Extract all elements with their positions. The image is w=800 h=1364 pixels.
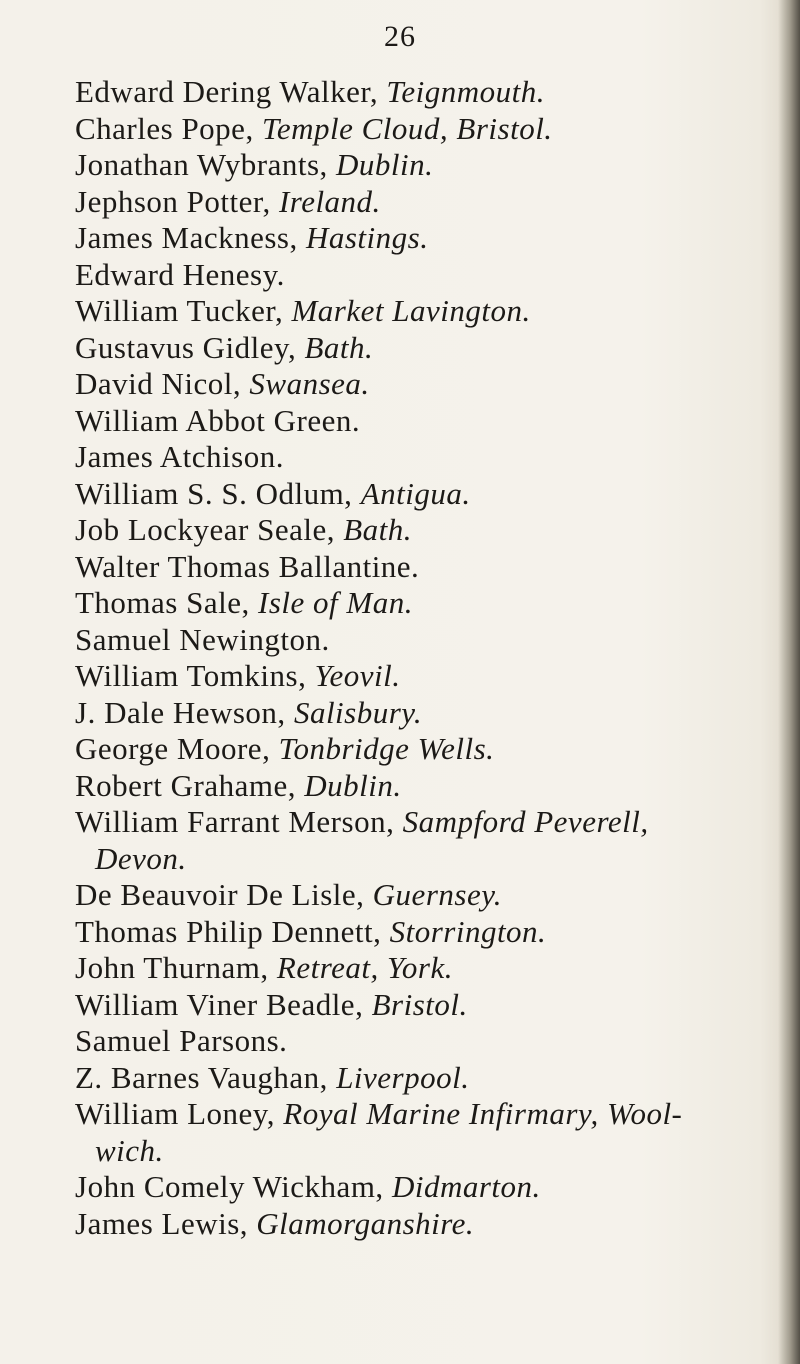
list-item: [75, 731, 795, 768]
entry-place: Bath.: [304, 329, 374, 365]
list-item: [75, 476, 795, 513]
entry-place: Ireland.: [278, 183, 381, 219]
entry-place: Teignmouth.: [386, 74, 545, 109]
entry-place: Guernsey.: [372, 877, 503, 912]
entry-name: Job Lockyear Seale,: [75, 512, 344, 547]
entry-place: Sampford Peverell,: [402, 804, 649, 839]
entry-place: Dublin.: [336, 147, 434, 182]
list-item: [75, 147, 795, 184]
list-item: [75, 1096, 795, 1133]
subscriber-list: [75, 74, 795, 1242]
entry-place: Temple Cloud, Bristol.: [261, 110, 553, 146]
entry-name: Z. Barnes Vaughan,: [75, 1059, 337, 1095]
entry-name: Charles Pope,: [75, 110, 262, 146]
entry-place: Bath.: [343, 512, 413, 547]
list-item: [75, 1206, 795, 1243]
entry-name: William S. S. Odlum,: [75, 475, 361, 511]
list-item-continuation: [75, 841, 795, 878]
list-item: [75, 914, 795, 951]
list-item: [75, 695, 795, 732]
entry-place: Didmarton.: [391, 1169, 541, 1204]
entry-place: Retreat, York.: [276, 950, 453, 985]
entry-name: De Beauvoir De Lisle,: [75, 877, 373, 912]
entry-name: Edward Henesy.: [75, 256, 285, 292]
entry-name: David Nicol,: [75, 366, 250, 401]
entry-name: William Farrant Merson,: [75, 804, 403, 839]
entry-place: Salisbury.: [293, 694, 423, 730]
list-item: [75, 950, 795, 987]
entry-place: Antigua.: [360, 475, 471, 511]
list-item: [75, 512, 795, 549]
entry-place: Glamorganshire.: [256, 1205, 475, 1241]
list-item: [75, 1023, 795, 1060]
page-number: 26: [384, 20, 416, 53]
list-item: [75, 585, 795, 622]
entry-place: Yeovil.: [314, 658, 401, 693]
list-item: [75, 1169, 795, 1206]
entry-place: Swansea.: [249, 366, 370, 401]
list-item: [75, 877, 795, 914]
entry-place: Hastings.: [305, 220, 429, 255]
entry-name: Walter Thomas Ballantine.: [75, 548, 420, 584]
entry-place: wich.: [95, 1132, 164, 1168]
entry-place: Devon.: [95, 840, 187, 876]
list-item: [75, 622, 795, 659]
entry-place: Liverpool.: [336, 1059, 470, 1095]
entry-name: William Viner Beadle,: [75, 986, 372, 1022]
entry-place: Dublin.: [304, 767, 402, 803]
list-item: [75, 403, 795, 440]
entry-place: Storrington.: [389, 913, 547, 949]
entry-name: George Moore,: [75, 731, 279, 766]
entry-name: James Lewis,: [75, 1205, 257, 1241]
entry-name: Robert Grahame,: [75, 767, 305, 803]
entry-name: William Tucker,: [75, 293, 292, 328]
entry-place: Tonbridge Wells.: [278, 731, 495, 766]
list-item: [75, 74, 795, 111]
list-item: [75, 439, 795, 476]
list-item: [75, 658, 795, 695]
entry-place: Market Lavington.: [291, 293, 531, 328]
list-item: [75, 184, 795, 221]
entry-name: Jephson Potter,: [75, 183, 279, 219]
entry-name: Thomas Sale,: [75, 585, 258, 620]
entry-name: Thomas Philip Dennett,: [75, 913, 390, 949]
entry-name: James Mackness,: [75, 220, 306, 255]
list-item: [75, 293, 795, 330]
entry-name: Gustavus Gidley,: [75, 329, 305, 365]
entry-name: William Loney,: [75, 1096, 284, 1131]
entry-name: William Abbot Green.: [75, 402, 361, 438]
list-item: [75, 111, 795, 148]
list-item: [75, 1060, 795, 1097]
entry-name: Edward Dering Walker,: [75, 74, 387, 109]
entry-place: Royal Marine Infirmary, Wool-: [283, 1096, 683, 1131]
list-item: [75, 804, 795, 841]
list-item: [75, 768, 795, 805]
list-item: [75, 330, 795, 367]
entry-name: John Comely Wickham,: [75, 1169, 392, 1204]
entry-name: James Atchison.: [75, 439, 284, 474]
list-item: [75, 549, 795, 586]
list-item: [75, 220, 795, 257]
list-item: [75, 366, 795, 403]
entry-name: John Thurnam,: [75, 950, 277, 985]
entry-name: Jonathan Wybrants,: [75, 147, 337, 182]
list-item: [75, 257, 795, 294]
entry-place: Isle of Man.: [258, 585, 413, 620]
entry-name: J. Dale Hewson,: [75, 694, 294, 730]
entry-name: Samuel Parsons.: [75, 1023, 288, 1058]
list-item-continuation: [75, 1133, 795, 1170]
entry-name: William Tomkins,: [75, 658, 315, 693]
list-item: [75, 987, 795, 1024]
entry-name: Samuel Newington.: [75, 621, 330, 657]
entry-place: Bristol.: [371, 986, 468, 1022]
